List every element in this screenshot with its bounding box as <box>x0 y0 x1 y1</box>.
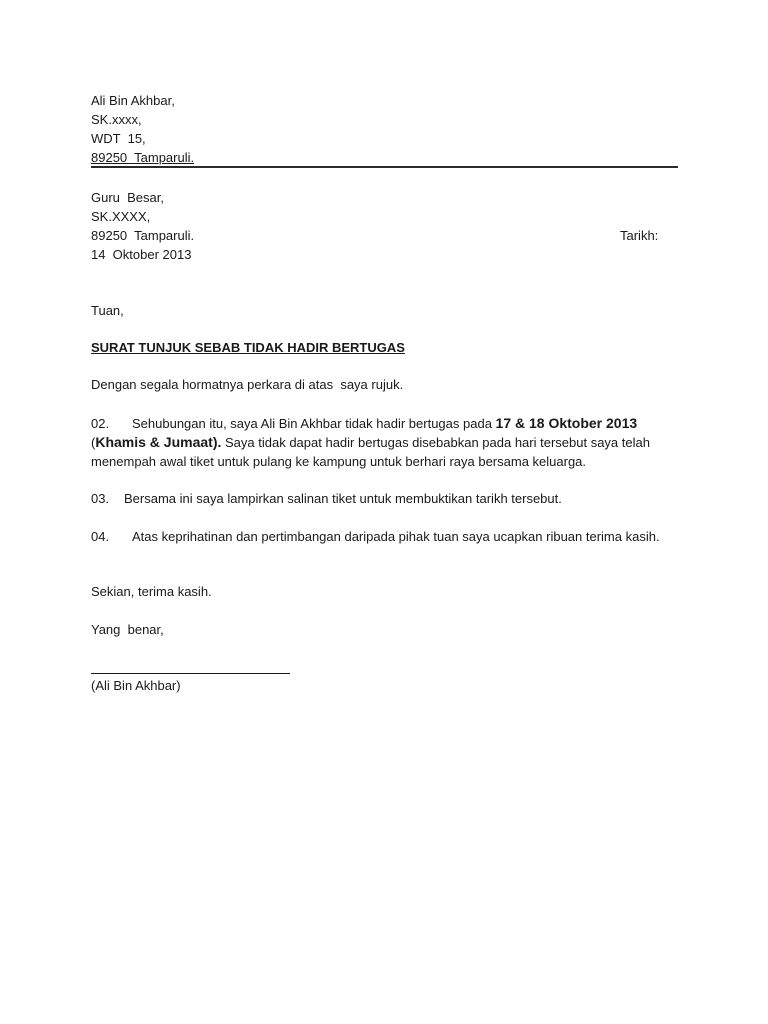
closing-line: Sekian, terima kasih. <box>91 584 212 599</box>
opening-sentence: Dengan segala hormatnya perkara di atas saya rujuk. <box>91 377 404 392</box>
paragraph-02-number: 02. <box>91 416 110 431</box>
paragraph-04 <box>91 527 666 546</box>
recipient-title: Guru Besar, <box>91 190 164 205</box>
paragraph-04-number: 04. <box>91 529 110 544</box>
sender-name: Ali Bin Akhbar, <box>91 93 175 108</box>
date-value: 14 Oktober 2013 <box>91 247 192 262</box>
subject-heading: SURAT TUNJUK SEBAB TIDAK HADIR BERTUGAS <box>91 340 405 355</box>
signature-line <box>91 673 290 674</box>
paragraph-03-number: 03. <box>91 491 110 506</box>
paragraph-03 <box>91 489 681 508</box>
sender-school: SK.xxxx, <box>91 112 142 127</box>
paragraph-02-dates: 17 & 18 Oktober 2013 <box>495 415 638 431</box>
salutation: Tuan, <box>91 303 124 318</box>
paragraph-04-text: Atas keprihatinan dan pertimbangan daripada pihak tuan saya ucapkan ribuan terima kasih. <box>132 529 660 544</box>
recipient-school: SK.XXXX, <box>91 209 151 224</box>
paragraph-03-text: Bersama ini saya lampirkan salinan tiket untuk membuktikan tarikh tersebut. <box>124 491 562 506</box>
signoff-line: Yang benar, <box>91 622 164 637</box>
header-divider <box>91 166 678 168</box>
sender-address: WDT 15, <box>91 131 146 146</box>
paragraph-02-text-b: Saya tidak dapat hadir bertugas disebabkan pada hari tersebut saya telah menempah awal tiket untuk pulang ke kampung untuk berhari raya bersama keluarga. <box>91 435 650 469</box>
date-label: Tarikh: <box>620 228 659 243</box>
recipient-postcode-city: 89250 Tamparuli. <box>91 228 195 243</box>
paragraph-02-days: Khamis & Jumaat). <box>95 434 222 450</box>
paragraph-02-text-a: Sehubungan itu, saya Ali Bin Akhbar tidak hadir bertugas pada <box>132 416 496 431</box>
signature-name: (Ali Bin Akhbar) <box>91 678 181 693</box>
sender-postcode-city: 89250 Tamparuli. <box>91 150 195 165</box>
paragraph-02 <box>91 414 681 471</box>
paragraph-02-paren: ( <box>91 435 96 450</box>
